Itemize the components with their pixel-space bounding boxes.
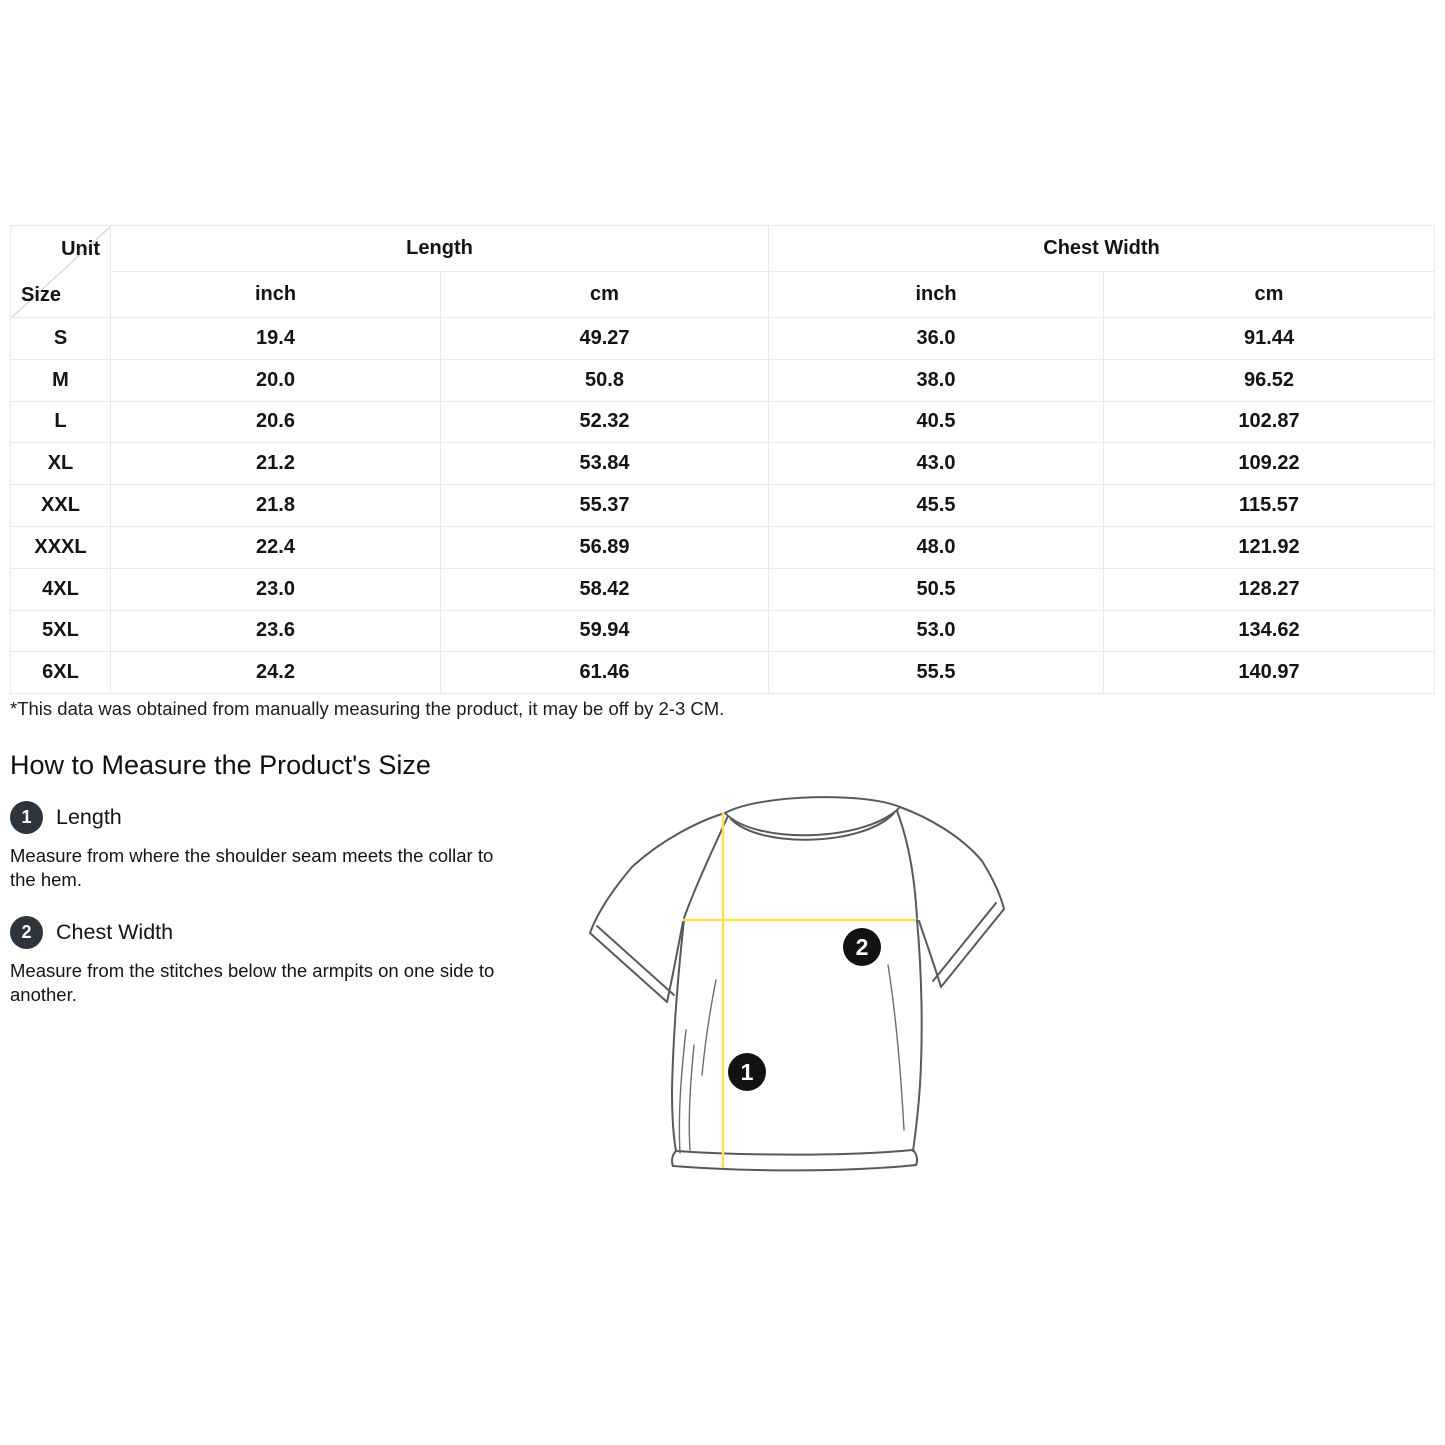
- value-cell: 45.5: [769, 485, 1104, 527]
- table-row: [11, 401, 1435, 443]
- value-cell: 58.42: [441, 568, 769, 610]
- value-cell: 21.8: [111, 485, 441, 527]
- length-cm-header: cm: [441, 272, 769, 318]
- value-cell: 22.4: [111, 526, 441, 568]
- value-cell: 52.32: [441, 401, 769, 443]
- size-cell: L: [11, 401, 111, 443]
- length-group-header: Length: [111, 226, 769, 272]
- measurement-disclaimer: *This data was obtained from manually measuring the product, it may be off by 2-3 CM.: [10, 698, 725, 719]
- size-cell: 6XL: [11, 652, 111, 694]
- table-row: [11, 568, 1435, 610]
- value-cell: 55.5: [769, 652, 1104, 694]
- value-cell: 24.2: [111, 652, 441, 694]
- table-row: [11, 526, 1435, 568]
- step-2-label: Chest Width: [56, 920, 174, 944]
- value-cell: 134.62: [1104, 610, 1435, 652]
- fabric-crease: [689, 1045, 694, 1150]
- step-2-description: Measure from the stitches below the armpits on one side to another.: [10, 960, 495, 1005]
- length-inch-header: inch: [111, 272, 441, 318]
- size-chart-table: [10, 225, 1434, 694]
- size-cell: XXXL: [11, 526, 111, 568]
- table-row: [11, 443, 1435, 485]
- table-row: [11, 318, 1435, 360]
- step-chest-width: [10, 916, 550, 949]
- size-cell: XXL: [11, 485, 111, 527]
- step-length: [10, 801, 550, 834]
- tshirt-measure-diagram: [570, 785, 1010, 1195]
- fabric-crease: [679, 1030, 686, 1153]
- tshirt-hem: [676, 1150, 913, 1155]
- value-cell: 23.6: [111, 610, 441, 652]
- value-cell: 49.27: [441, 318, 769, 360]
- table-row: [11, 359, 1435, 401]
- value-cell: 40.5: [769, 401, 1104, 443]
- table-corner-cell: [11, 226, 111, 318]
- value-cell: 50.5: [769, 568, 1104, 610]
- value-cell: 96.52: [1104, 359, 1435, 401]
- value-cell: 59.94: [441, 610, 769, 652]
- fabric-crease: [702, 980, 716, 1075]
- value-cell: 38.0: [769, 359, 1104, 401]
- table-row: [11, 610, 1435, 652]
- value-cell: 121.92: [1104, 526, 1435, 568]
- tshirt-body: [672, 920, 684, 1151]
- value-cell: 43.0: [769, 443, 1104, 485]
- value-cell: 20.0: [111, 359, 441, 401]
- value-cell: 50.8: [441, 359, 769, 401]
- tshirt-left-sleeve: [590, 813, 725, 933]
- value-cell: 115.57: [1104, 485, 1435, 527]
- value-cell: 91.44: [1104, 318, 1435, 360]
- value-cell: 19.4: [111, 318, 441, 360]
- size-cell: 5XL: [11, 610, 111, 652]
- size-cell: M: [11, 359, 111, 401]
- value-cell: 20.6: [111, 401, 441, 443]
- size-cell: 4XL: [11, 568, 111, 610]
- value-cell: 109.22: [1104, 443, 1435, 485]
- value-cell: 23.0: [111, 568, 441, 610]
- value-cell: 55.37: [441, 485, 769, 527]
- table-row: [11, 485, 1435, 527]
- table-row: [11, 652, 1435, 694]
- chest-width-group-header: Chest Width: [769, 226, 1435, 272]
- value-cell: 21.2: [111, 443, 441, 485]
- how-to-measure-section: [10, 750, 550, 1031]
- size-cell: S: [11, 318, 111, 360]
- value-cell: 128.27: [1104, 568, 1435, 610]
- diagram-badge-2-number: 2: [855, 934, 869, 960]
- value-cell: 48.0: [769, 526, 1104, 568]
- chest-cm-header: cm: [1104, 272, 1435, 318]
- step-1-description: Measure from where the shoulder seam meets the collar to the hem.: [10, 845, 494, 890]
- chest-inch-header: inch: [769, 272, 1104, 318]
- unit-label: Unit: [61, 238, 100, 260]
- tshirt-left-raglan-seam: [684, 816, 728, 918]
- step-2-badge: 2: [10, 916, 43, 949]
- value-cell: 36.0: [769, 318, 1104, 360]
- value-cell: 61.46: [441, 652, 769, 694]
- fabric-crease: [888, 965, 904, 1130]
- tshirt-right-raglan-seam: [897, 811, 917, 918]
- value-cell: 56.89: [441, 526, 769, 568]
- value-cell: 53.0: [769, 610, 1104, 652]
- value-cell: 53.84: [441, 443, 769, 485]
- size-cell: XL: [11, 443, 111, 485]
- step-1-badge: 1: [10, 801, 43, 834]
- tshirt-collar: [725, 797, 900, 813]
- diagram-badge-1-number: 1: [740, 1059, 754, 1085]
- value-cell: 102.87: [1104, 401, 1435, 443]
- section-title: How to Measure the Product's Size: [10, 750, 431, 780]
- step-1-label: Length: [56, 805, 122, 829]
- value-cell: 140.97: [1104, 652, 1435, 694]
- size-label: Size: [21, 284, 62, 306]
